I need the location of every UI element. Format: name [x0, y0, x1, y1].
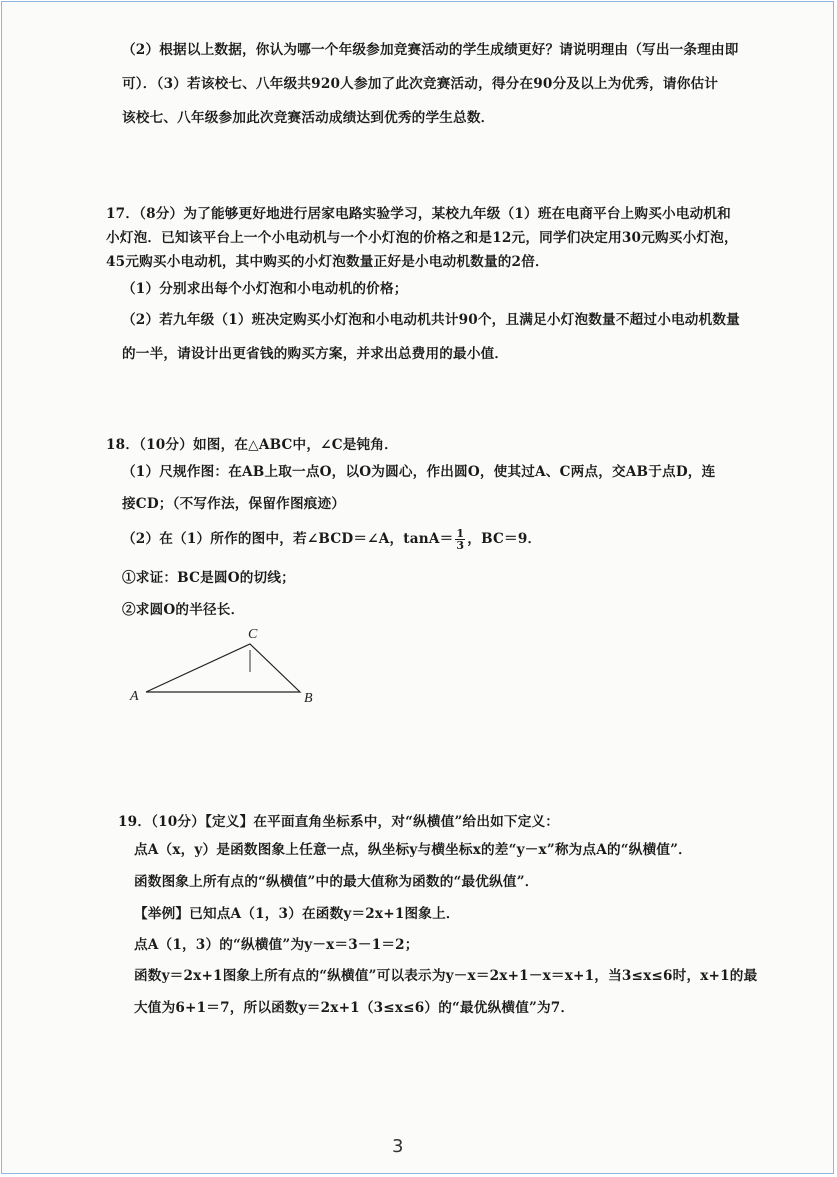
q16-line-3: 该校七、八年级参加此次竞赛活动成绩达到优秀的学生总数．: [122, 110, 495, 126]
q17-part-2-line-1: （2）若九年级（1）班决定购买小灯泡和小电动机共计90个，且满足小灯泡数量不超过小电动机数量: [122, 312, 740, 328]
q18-part-1-line-1: （1）尺规作图：在AB上取一点O，以O为圆心，作出圆O，使其过A、C两点，交AB于点D，连: [122, 464, 716, 480]
fraction-denominator: 3: [456, 539, 465, 552]
q18-sub-1: ①求证：BC是圆O的切线；: [122, 570, 295, 586]
q17-part-1: （1）分别求出每个小灯泡和小电动机的价格；: [122, 281, 408, 297]
q19-line-7: 大值为6+1＝7，所以函数y＝2x+1（3≤x≤6）的“最优纵横值”为7．: [134, 1000, 575, 1016]
fraction-numerator: 1: [456, 527, 465, 540]
q17-part-2-line-2: 的一半，请设计出更省钱的购买方案，并求出总费用的最小值．: [122, 346, 509, 362]
q18-part-2-prefix: （2）在（1）所作的图中，若∠BCD＝∠A，tanA＝: [122, 531, 454, 547]
q19-line-5: 点A（1，3）的“纵横值”为y－x＝3－1＝2；: [134, 937, 419, 953]
q17-line-1: 17．（8分）为了能够更好地进行居家电路实验学习，某校九年级（1）班在电商平台上购买小电动机和: [106, 206, 731, 222]
q19-line-3: 函数图象上所有点的“纵横值”中的最大值称为函数的“最优纵值”．: [134, 874, 539, 890]
q16-line-2: 可）．（3）若该校七、八年级共920人参加了此次竞赛活动，得分在90分及以上为优秀，请你估计: [122, 76, 719, 92]
q17-line-2: 小灯泡．已知该平台上一个小电动机与一个小灯泡的价格之和是12元，同学们决定用30元购买小灯泡，: [106, 230, 738, 246]
q18-sub-2: ②求圆O的半径长．: [122, 602, 245, 618]
vertex-label-c: C: [248, 627, 258, 642]
q18-line-1: 18．（10分）如图，在△ABC中，∠C是钝角．: [106, 437, 398, 453]
q17-line-3: 45元购买小电动机，其中购买的小灯泡数量正好是小电动机数量的2倍．: [106, 254, 549, 270]
q16-line-1: （2）根据以上数据，你认为哪一个年级参加竞赛活动的学生成绩更好？请说明理由（写出一条理由即: [122, 42, 739, 58]
vertex-label-a: A: [130, 689, 139, 704]
tan-a-fraction: [455, 528, 465, 551]
triangle-outline: [146, 644, 300, 692]
q18-part-1-line-2: 接CD；（不写作法，保留作图痕迹）: [122, 496, 346, 512]
triangle-abc-figure: [120, 620, 340, 715]
page-number: 3: [392, 1136, 404, 1157]
vertex-label-b: B: [304, 691, 313, 706]
q19-line-4: 【举例】已知点A（1，3）在函数y＝2x+1图象上．: [134, 906, 460, 922]
q19-line-2: 点A（x，y）是函数图象上任意一点，纵坐标y与横坐标x的差“y－x”称为点A的“纵横值”．: [134, 842, 692, 858]
q18-part-2: [122, 527, 541, 551]
q19-line-6: 函数y＝2x+1图象上所有点的“纵横值”可以表示为y－x＝2x+1－x＝x+1，当3≤x≤6时，x+1的最: [134, 968, 758, 984]
q18-part-2-suffix: ，BC＝9．: [467, 531, 542, 547]
q19-line-1: 19．（10分）【定义】在平面直角坐标系中，对“纵横值”给出如下定义：: [118, 814, 560, 830]
